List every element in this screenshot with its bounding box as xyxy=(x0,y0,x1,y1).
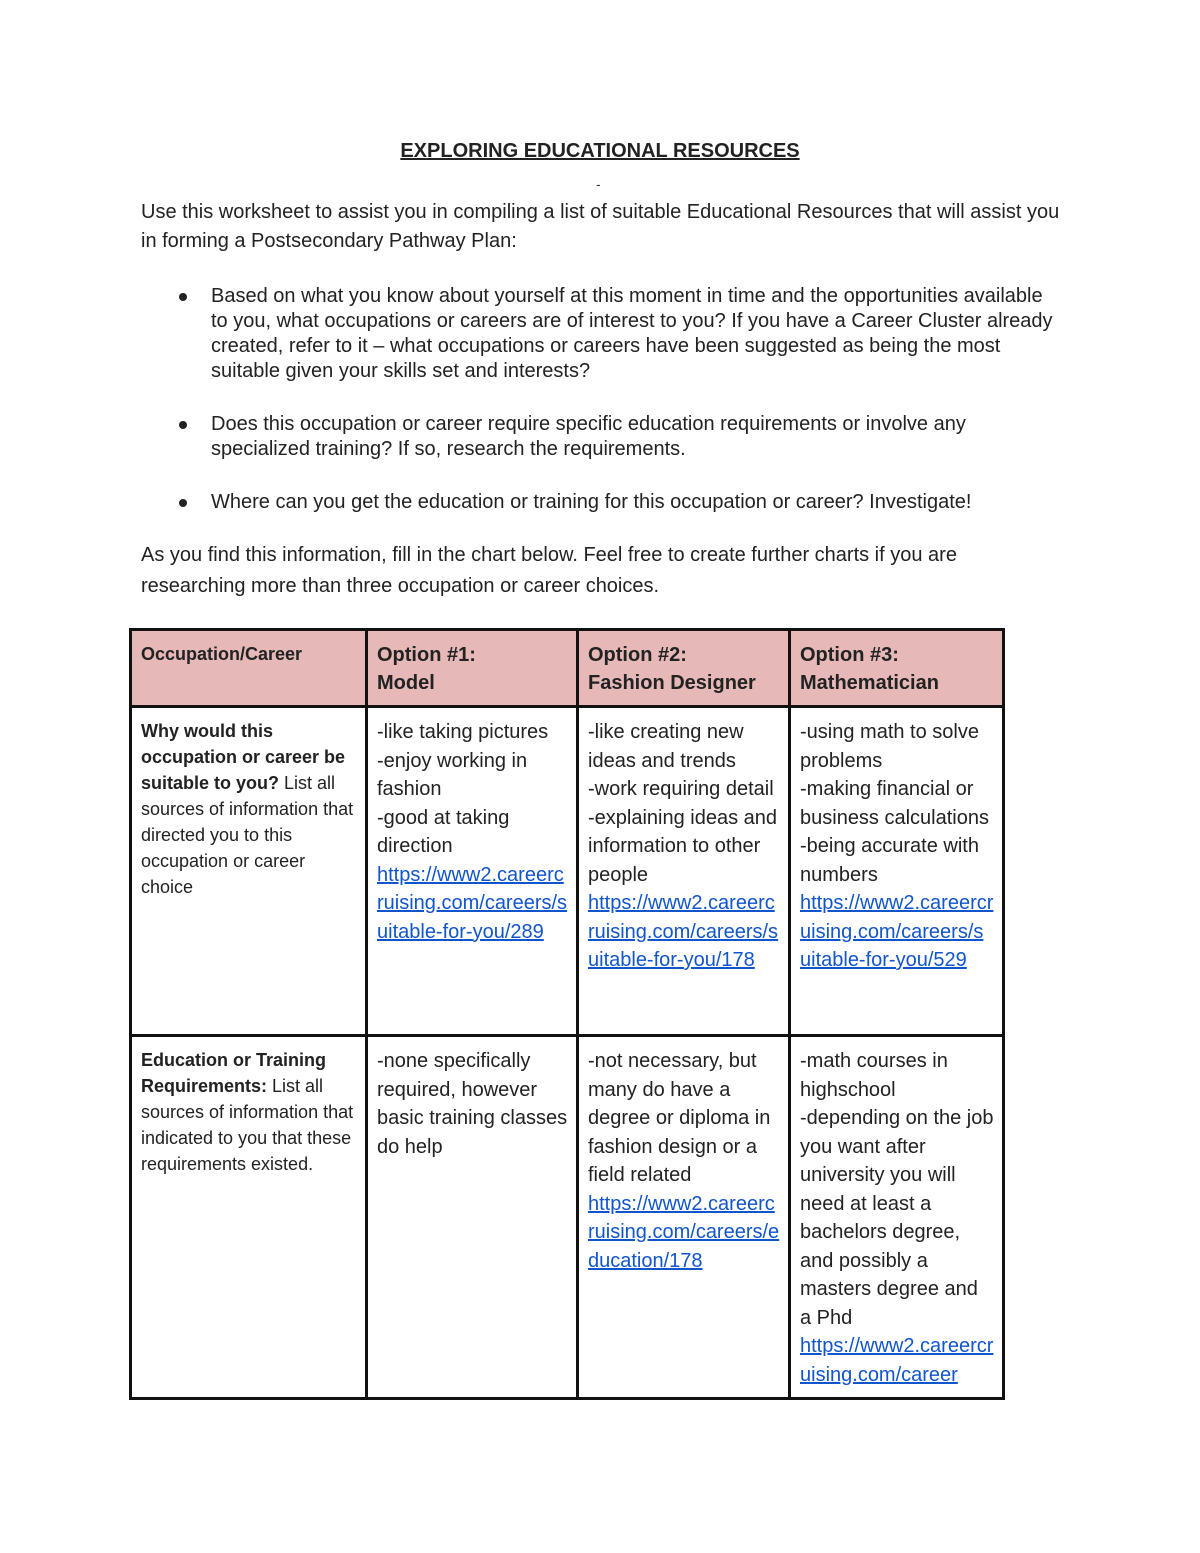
suitability-option-2 xyxy=(578,707,790,1036)
suitability-option-3 xyxy=(790,707,1004,1036)
option-3-label: Option #3: xyxy=(800,644,899,666)
option-2-label: Option #2: xyxy=(588,644,687,666)
question-item xyxy=(141,284,1061,384)
header-option-2 xyxy=(578,630,790,707)
suitability-option-1 xyxy=(367,707,578,1036)
instruction-paragraph: As you find this information, fill in the chart below. Feel free to create further charts if you are researching more than three occupation or career choices. xyxy=(141,544,957,597)
reason-line: -explaining ideas and information to other people xyxy=(588,806,778,886)
reason-line: -being accurate with numbers xyxy=(800,835,979,886)
page-title: EXPLORING EDUCATIONAL RESOURCES xyxy=(400,140,800,162)
option-1-label: Option #1: xyxy=(377,644,476,666)
suitability-instruction: List all sources of information that directed you to this occupation or career choice xyxy=(141,773,354,897)
source-link[interactable]: https://www2.careercruising.com/career xyxy=(800,1335,994,1386)
reason-line: -work requiring detail xyxy=(588,778,774,800)
chart-header-row xyxy=(131,630,1004,707)
source-link[interactable]: https://www2.careercruising.com/careers/suitable-for-you/178 xyxy=(588,892,779,971)
requirements-label xyxy=(131,1036,367,1399)
requirements-option-3 xyxy=(790,1036,1004,1399)
requirement-line: -none specifically required, however basic training classes do help xyxy=(377,1050,568,1158)
question-item xyxy=(141,490,1061,515)
question-text: Where can you get the education or training for this occupation or career? Investigate! xyxy=(211,491,972,513)
option-3-name: Mathematician xyxy=(800,672,939,694)
reason-line: -making financial or business calculations xyxy=(800,778,989,829)
requirements-row xyxy=(131,1036,1004,1399)
question-item xyxy=(141,412,1061,462)
reason-line: -using math to solve problems xyxy=(800,721,979,772)
requirements-question: Education or Training Requirements: xyxy=(141,1050,327,1096)
requirement-line: -not necessary, but many do have a degree or diploma in fashion design or a field related xyxy=(588,1050,771,1186)
requirements-option-1 xyxy=(367,1036,578,1399)
option-2-name: Fashion Designer xyxy=(588,672,756,694)
reason-line: -enjoy working in fashion xyxy=(377,749,528,800)
reason-line: -like creating new ideas and trends xyxy=(588,721,744,772)
requirements-instruction: List all sources of information that indicated to you that these requirements existed. xyxy=(141,1076,354,1174)
question-text: Does this occupation or career require specific education requirements or involve any specialized training? If so, research the requirements. xyxy=(211,413,966,460)
bullet-icon xyxy=(179,499,187,507)
requirements-option-2 xyxy=(578,1036,790,1399)
option-1-name: Model xyxy=(377,672,435,694)
source-link[interactable]: https://www2.careercruising.com/careers/suitable-for-you/529 xyxy=(800,892,994,971)
bullet-icon xyxy=(179,421,187,429)
reason-line: -like taking pictures xyxy=(377,721,549,743)
suitability-label xyxy=(131,707,367,1036)
question-text: Based on what you know about yourself at this moment in time and the opportunities available to you, what occupations or careers are of interest to you? If you have a Career Cluster already created, refer to it – what occupations or careers have been suggested as being the most suitable given your skills set and interests? xyxy=(211,285,1053,382)
requirement-line: -depending on the job you want after university you will need at least a bachelors degree, and possibly a masters degree and a Phd xyxy=(800,1107,994,1329)
title-dash: - xyxy=(596,176,601,192)
reason-line: -good at taking direction xyxy=(377,806,510,857)
intro-paragraph: Use this worksheet to assist you in compiling a list of suitable Educational Resources that will assist you in forming a Postsecondary Pathway Plan: xyxy=(141,201,1060,252)
header-option-3 xyxy=(790,630,1004,707)
suitability-question: Why would this occupation or career be suitable to you? xyxy=(141,721,346,793)
bullet-icon xyxy=(179,293,187,301)
career-chart xyxy=(129,628,1005,1400)
requirement-line: -math courses in highschool xyxy=(800,1050,948,1101)
suitability-row xyxy=(131,707,1004,1036)
source-link[interactable]: https://www2.careercruising.com/careers/suitable-for-you/289 xyxy=(377,863,568,943)
header-occupation xyxy=(131,630,367,707)
question-list xyxy=(141,284,1061,543)
source-link[interactable]: https://www2.careercruising.com/careers/education/178 xyxy=(588,1192,780,1272)
header-option-1 xyxy=(367,630,578,707)
header-occupation-label: Occupation/Career xyxy=(141,644,303,664)
